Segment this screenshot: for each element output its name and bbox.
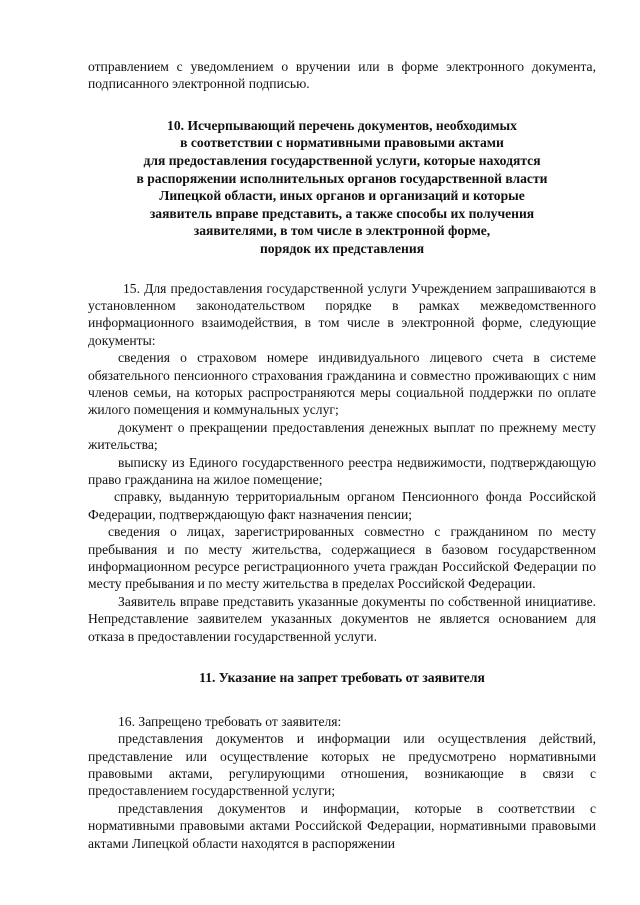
section-10-heading-line: в соответствии с нормативными правовыми актами	[180, 135, 504, 151]
list-item-prohibition-1: представления документов и информации или осуществления действий, представление или осуществление которых не предусмотрено нормативными правовыми актами, регулирующими отношения, возникающие в связи с предоставлением государственной услуги;	[88, 731, 596, 799]
section-10-heading-line: в распоряжении исполнительных органов государственной власти	[136, 170, 548, 186]
paragraph-15: 15. Для предоставления государственной услуги Учреждением запрашиваются в установленном законодательством порядке в рамках межведомственного информационного взаимодействия, в том числе в электронной форме, следующие документы:	[88, 280, 596, 348]
section-11-heading: 11. Указание на запрет требовать от заявителя	[199, 670, 485, 686]
paragraph-16: 16. Запрещено требовать от заявителя:	[118, 713, 342, 729]
section-10-heading-line: 10. Исчерпывающий перечень документов, необходимых	[167, 117, 517, 133]
list-item-prohibition-2: представления документов и информации, которые в соответствии с нормативными правовыми актами Российской Федерации, нормативными правовыми актами Липецкой области находятся в распоряжении	[88, 800, 596, 851]
list-item-registration-info: сведения о лицах, зарегистрированных совместно с гражданином по месту пребывания и по месту жительства, содержащиеся в базовом государственном информационном ресурсе регистрационного учета граждан Российской Федерации по месту пребывания и по месту жительства в пределах Российской Федерации.	[88, 524, 596, 592]
closing-paragraph: Заявитель вправе представить указанные документы по собственной инициативе. Непредставление заявителем указанных документов не является основанием для отказа в предоставлении государственной услуги.	[88, 593, 596, 644]
section-10-heading-line: заявитель вправе представить, а также способы их получения	[149, 205, 535, 221]
section-10-heading-line: порядок их представления	[259, 240, 425, 256]
list-item-snils: сведения о страховом номере индивидуального лицевого счета в системе обязательного пенсионного страхования гражданина и совместно проживающих с ним членов семьи, на которых распространяются меры социальной поддержки по оплате жилого помещения и коммунальных услуг;	[88, 350, 596, 418]
document-page	[88, 58, 596, 852]
list-item-payment-termination: документ о прекращении предоставления денежных выплат по прежнему месту жительства;	[88, 419, 596, 453]
section-10-heading-line: для предоставления государственной услуги, которые находятся	[143, 153, 541, 168]
list-item-pension-certificate: справку, выданную территориальным органом Пенсионного фонда Российской Федерации, подтверждающую факт назначения пенсии;	[88, 489, 596, 522]
section-10-heading	[88, 117, 596, 258]
list-item-registry-extract: выписку из Единого государственного реестра недвижимости, подтверждающую право гражданина на жилое помещение;	[88, 454, 596, 488]
section-10-heading-line: Липецкой области, иных органов и организаций и которые	[159, 188, 525, 204]
top-paragraph: отправлением с уведомлением о вручении или в форме электронного документа, подписанного электронной подписью.	[88, 59, 596, 92]
section-10-heading-line: заявителями, в том числе в электронной форме,	[193, 223, 491, 239]
